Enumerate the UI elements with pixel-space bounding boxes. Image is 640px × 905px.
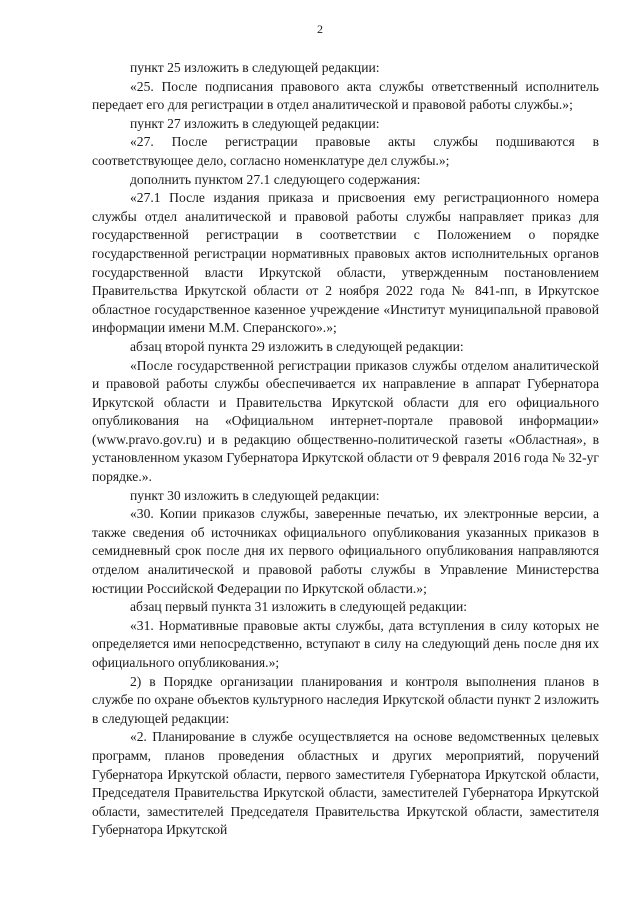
paragraph: «27.1 После издания приказа и присвоения ему регистрационного номера службы отдел аналитической и правовой работы службы направляет приказ для государственной регистрации в соответствии с Положением о порядке государственной регистрации нормативных правовых актов исполнительных органов государственной власти Иркутской области, утвержденным постановлением Правительства Иркутской области от 2 ноября 2022 года № 841-пп, в Иркутское областное государственное казенное учреждение «Институт муниципальной правовой информации имени М.М. Сперанского».»; — [92, 190, 599, 336]
paragraph: «31. Нормативные правовые акты службы, дата вступления в силу которых не определяется ими непосредственно, вступают в силу на следующий день после дня их официального опубликования.»; — [92, 617, 599, 670]
paragraph: «После государственной регистрации приказов службы отделом аналитической и правовой работы службы обеспечивается их направление в аппарат Губернатора Иркутской области и Правительства Иркутской области для его официального опубликования на «Официальном интернет-портале правовой информации» (www.pravo.gov.ru) и в редакцию общественно-политической газеты «Областная», в установленном указом Губернатора Иркутской области от 9 февраля 2016 года № 32-уг порядке.». — [92, 357, 599, 485]
document-body — [92, 59, 599, 840]
paragraph: пункт 25 изложить в следующей редакции: — [130, 60, 380, 75]
page-number: 2 — [317, 22, 323, 36]
paragraph: пункт 30 изложить в следующей редакции: — [130, 487, 380, 503]
paragraph: абзац первый пункта 31 изложить в следующей редакции: — [130, 599, 468, 615]
paragraph: дополнить пунктом 27.1 следующего содержания: — [130, 171, 421, 187]
paragraph: «30. Копии приказов службы, заверенные печатью, их электронные версии, а также сведения об источниках официального опубликования указанных приказов в семидневный срок после дня их первого официального опубликования направляются отделом аналитической и правовой работы службы в Управление Министерства юстиции Российской Федерации по Иркутской области.»; — [92, 506, 599, 596]
paragraph: пункт 27 изложить в следующей редакции: — [130, 115, 380, 131]
paragraph: «27. После регистрации правовые акты службы подшиваются в соответствующее дело, согласно номенклатуре дел службы.»; — [92, 134, 599, 168]
paragraph: 2) в Порядке организации планирования и контроля выполнения планов в службе по охране объектов культурного наследия Иркутской области пункт 2 изложить в следующей редакции: — [92, 673, 599, 726]
paragraph: «25. После подписания правового акта службы ответственный исполнитель передает его для регистрации в отдел аналитической и правовой работы службы.»; — [92, 78, 599, 113]
paragraph: «2. Планирование в службе осуществляется на основе ведомственных целевых программ, планов проведения областных и других мероприятий, поручений Губернатора Иркутской области, первого заместителя Губернатора Иркутской области, Председателя Правительства Иркутской области, заместителей Губернатора Иркутской области, заместителей Председателя Правительства Иркутской области, заместителя Губернатора Иркутской — [92, 729, 599, 838]
paragraph: абзац второй пункта 29 изложить в следующей редакции: — [130, 338, 464, 354]
